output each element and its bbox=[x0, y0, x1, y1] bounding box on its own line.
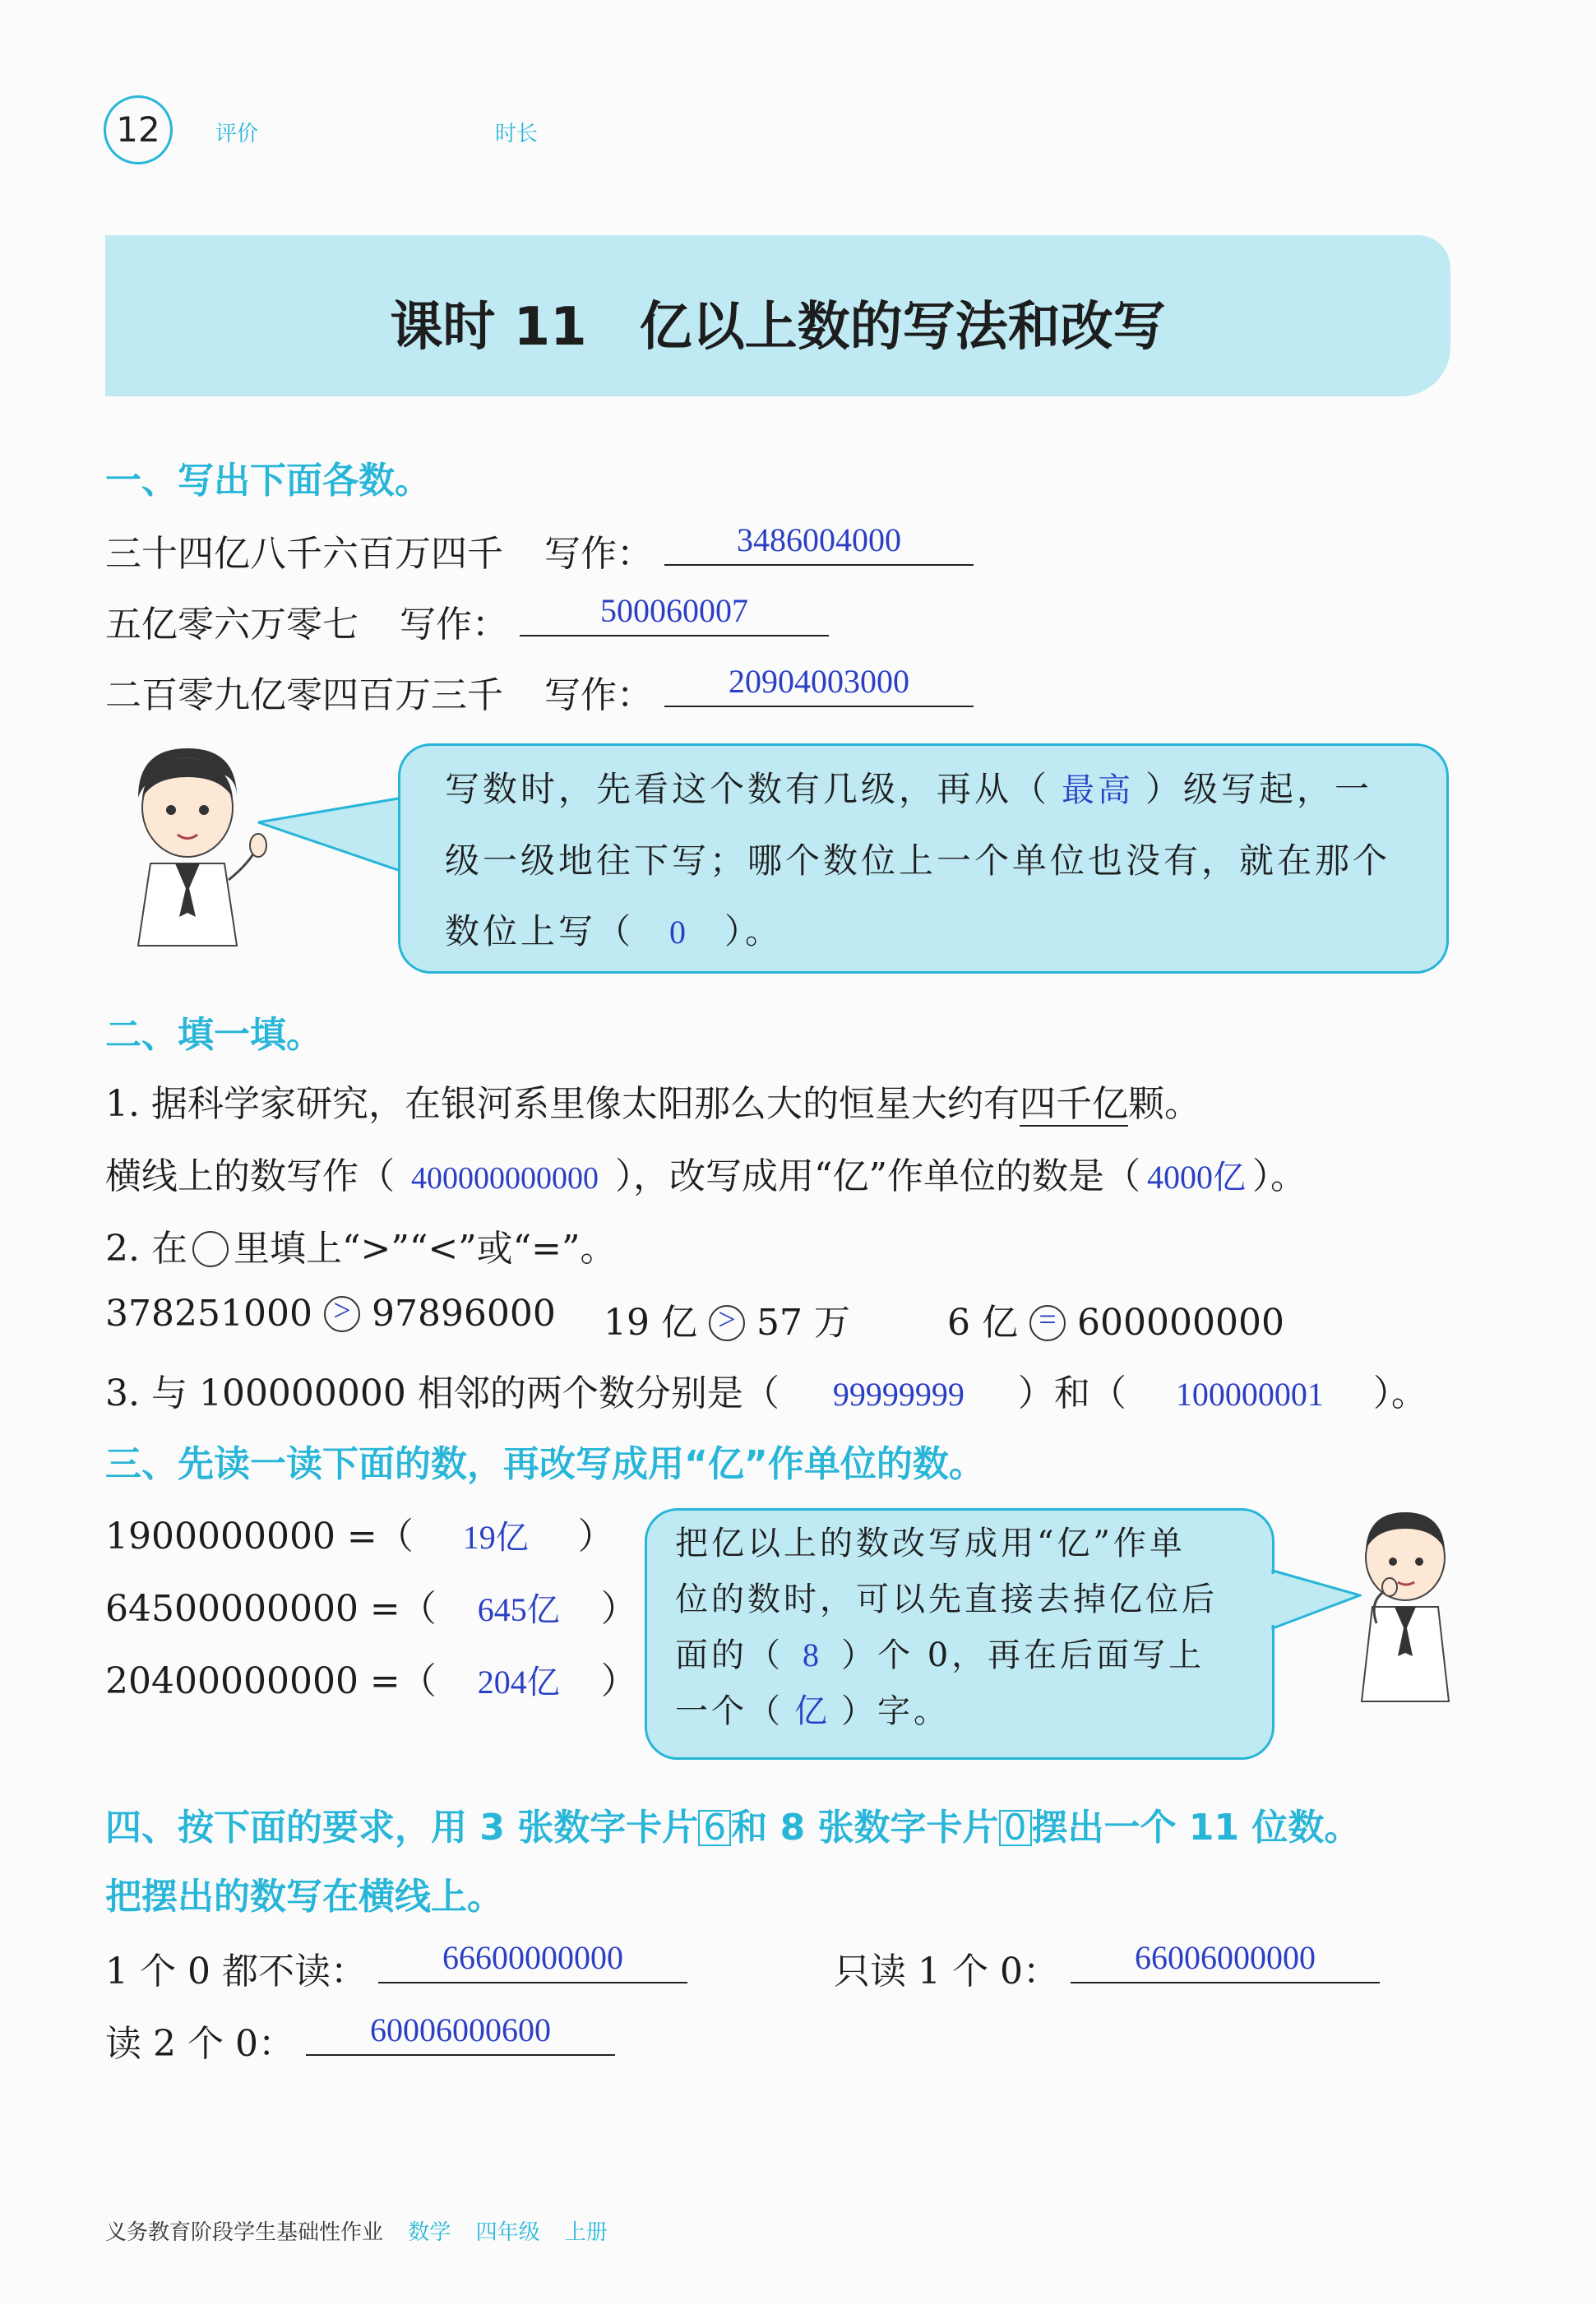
s1-item-1: 三十四亿八千六百万四千 写作： 3486004000 bbox=[105, 520, 974, 576]
tip-line-2: 级一级地往下写；哪个数位上一个单位也没有，就在那个 bbox=[445, 840, 1391, 881]
s4-item-1: 1 个 0 都不读： 66600000000 bbox=[105, 1937, 687, 1994]
answer-blank bbox=[664, 520, 974, 566]
section4-heading-line2: 把摆出的数写在横线上。 bbox=[105, 1876, 503, 1918]
s2-comparison-2: 19 亿 > 57 万 bbox=[604, 1302, 850, 1344]
section4-heading: 四、按下面的要求，用 3 张数字卡片 6 和 8 张数字卡片 0 摆出一个 11 位数。 bbox=[105, 1807, 1361, 1849]
title-banner bbox=[105, 235, 1450, 396]
compare-circle: > bbox=[324, 1296, 360, 1332]
footer-subject: 数学 bbox=[408, 2220, 451, 2245]
tip2-line-1: 把亿以上的数改写成用“亿”作单 bbox=[675, 1525, 1186, 1562]
s3-item-3: 20400000000 =（ 204亿 ） bbox=[105, 1660, 637, 1702]
section3-heading: 三、先读一读下面的数，再改写成用“亿”作单位的数。 bbox=[105, 1443, 985, 1485]
answer-text: 500060007 bbox=[600, 592, 748, 629]
tip-bubble-1 bbox=[398, 743, 1449, 974]
underlined-number-text: 四千亿 bbox=[1019, 1083, 1128, 1125]
tip2-line-3: 面的（ 8 ）个 0，再在后面写上 bbox=[675, 1636, 1205, 1674]
footer-grade: 四年级 bbox=[475, 2220, 540, 2245]
s1-item-3: 二百零九亿零四百万三千 写作： 20904003000 bbox=[105, 661, 974, 718]
s2-q1-line2: 横线上的数写作（ 400000000000 ），改写成用“亿”作单位的数是（ 4000亿 ）。 bbox=[105, 1155, 1307, 1197]
footer-series: 义务教育阶段学生基础性作业 bbox=[105, 2220, 384, 2245]
boy-illustration-icon bbox=[105, 740, 270, 954]
page-title: 课时 11 亿以上数的写法和改写 bbox=[390, 297, 1166, 358]
page-number-badge bbox=[104, 95, 173, 164]
section1-heading: 一、写出下面各数。 bbox=[105, 460, 431, 502]
thinking-boy-illustration-icon bbox=[1344, 1500, 1467, 1706]
digit-card-6: 6 bbox=[698, 1810, 731, 1846]
tip-text-2 bbox=[675, 1516, 1218, 1739]
tip2-line-4: 一个（ 亿 ）字。 bbox=[675, 1692, 950, 1730]
tip2-line-2: 位的数时，可以先直接去掉亿位后 bbox=[675, 1581, 1218, 1618]
tip-line-1: 写数时，先看这个数有几级，再从（ 最高 ）级写起，一 bbox=[445, 769, 1373, 809]
s4-item-3: 读 2 个 0： 60006000600 bbox=[105, 2010, 615, 2067]
answer-blank bbox=[520, 590, 829, 636]
s3-item-2: 64500000000 =（ 645亿 ） bbox=[105, 1588, 637, 1630]
empty-circle-icon bbox=[192, 1231, 229, 1267]
answer-blank: 60006000600 bbox=[306, 2010, 615, 2056]
compare-circle: = bbox=[1029, 1305, 1066, 1341]
tip-bubble-2 bbox=[645, 1508, 1274, 1760]
s4-item-2: 只读 1 个 0： 66006000000 bbox=[834, 1937, 1380, 1994]
tip-line-3: 数位上写（ 0 ）。 bbox=[445, 911, 784, 951]
answer-text: 3486004000 bbox=[737, 521, 901, 558]
s2-q3: 3. 与 100000000 相邻的两个数分别是（ 99999999 ）和（ 100000001 ）。 bbox=[105, 1372, 1427, 1414]
s3-item-1: 1900000000 =（ 19亿 ） bbox=[105, 1516, 614, 1557]
evaluation-label: 评价 bbox=[215, 122, 259, 146]
s2-comparison-1: 378251000 > 97896000 bbox=[105, 1293, 556, 1335]
page-footer bbox=[105, 2215, 608, 2246]
tip-text-1 bbox=[445, 754, 1390, 968]
footer-volume: 上册 bbox=[564, 2220, 608, 2245]
s2-q1-line1: 1. 据科学家研究，在银河系里像太阳那么大的恒星大约有四千亿颗。 bbox=[105, 1083, 1200, 1125]
answer-text: 20904003000 bbox=[729, 663, 909, 700]
s2-q2-intro: 2. 在 里填上“>”“<”或“=”。 bbox=[105, 1228, 617, 1270]
answer-blank bbox=[664, 661, 974, 707]
duration-label: 时长 bbox=[495, 122, 539, 146]
s2-comparison-3: 6 亿 = 600000000 bbox=[947, 1302, 1284, 1344]
answer-blank: 66006000000 bbox=[1071, 1937, 1380, 1983]
answer-blank: 66600000000 bbox=[378, 1937, 687, 1983]
section2-heading: 二、填一填。 bbox=[105, 1014, 322, 1056]
digit-card-0: 0 bbox=[999, 1810, 1032, 1846]
page-number: 12 bbox=[116, 109, 160, 150]
compare-circle: > bbox=[709, 1305, 745, 1341]
s1-item-2: 五亿零六万零七 写作： 500060007 bbox=[105, 590, 829, 647]
bubble-tail bbox=[257, 789, 405, 888]
